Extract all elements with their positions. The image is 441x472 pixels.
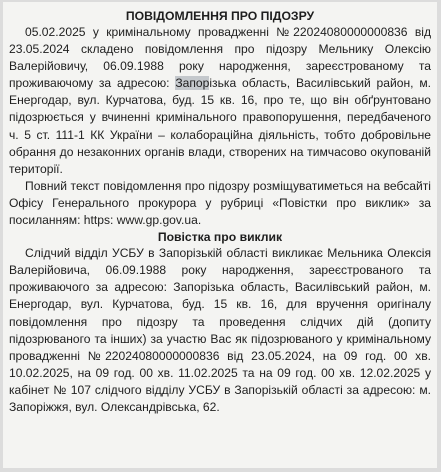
document-page: [3, 2, 437, 468]
highlighted-text: Запор: [175, 76, 210, 91]
notice-text-end: ізька область, Василівський район, м. Енергодар, вул. Курчатова, буд. 15 кв. 16, про те, що він обґрунтовано підозрюється у вчиненні кримінального правопорушення, передбаченого ч. 5 ст. 111-1 КК України – колабораційна діяльність, тобто добровільне обрання до незаконних органів влади, створених на тимчасово окупованій території.: [9, 76, 431, 176]
full-text-location-paragraph: Повний текст повідомлення про підозру розміщуватиметься на вебсайті Офісу Генерального прокурора у рубриці «Повістки про виклик» за посиланням: https: www.gp.gov.ua.: [9, 178, 431, 228]
summons-paragraph: Слідчий відділ УСБУ в Запорізькій області викликає Мельника Олексія Валерійовича, 06.09.1988 року народження, зареєстрованого та проживаючого за адресою: Запорізька область, Василівський район, м. Енергодар, вул. Курчатова, буд. 15 кв. 16, для вручення оригіналу повідомлення про підозру та проведення слідчих дій (допиту підозрюваного та інших) за участю Вас як підозрюваного у кримінальному провадженні №22024080000000836 від 23.05.2024, на 09 год. 00 хв. 10.02.2025, на 09 год. 00 хв. 11.02.2025 та на 09 год. 00 хв. 12.02.2025 у кабінет № 107 слідчого відділу УСБУ в Запорізькій області за адресою: м. Запоріжжя, вул. Олександрівська, 62.: [9, 246, 431, 414]
suspicion-notice-title: ПОВІДОМЛЕННЯ ПРО ПІДОЗРУ: [125, 9, 315, 23]
summons-title: Повістка про виклик: [157, 230, 283, 245]
suspicion-notice-paragraph: [9, 24, 431, 178]
notice-text-start: 05.02.2025 у кримінальному провадженні №22024080000000836 від 23.05.2024 складено повідомлення про підозру Мельнику Олексію Валерійовичу, 06.09.1988 року народження, зареєстрованому та проживаючому за адресою:: [9, 25, 431, 91]
